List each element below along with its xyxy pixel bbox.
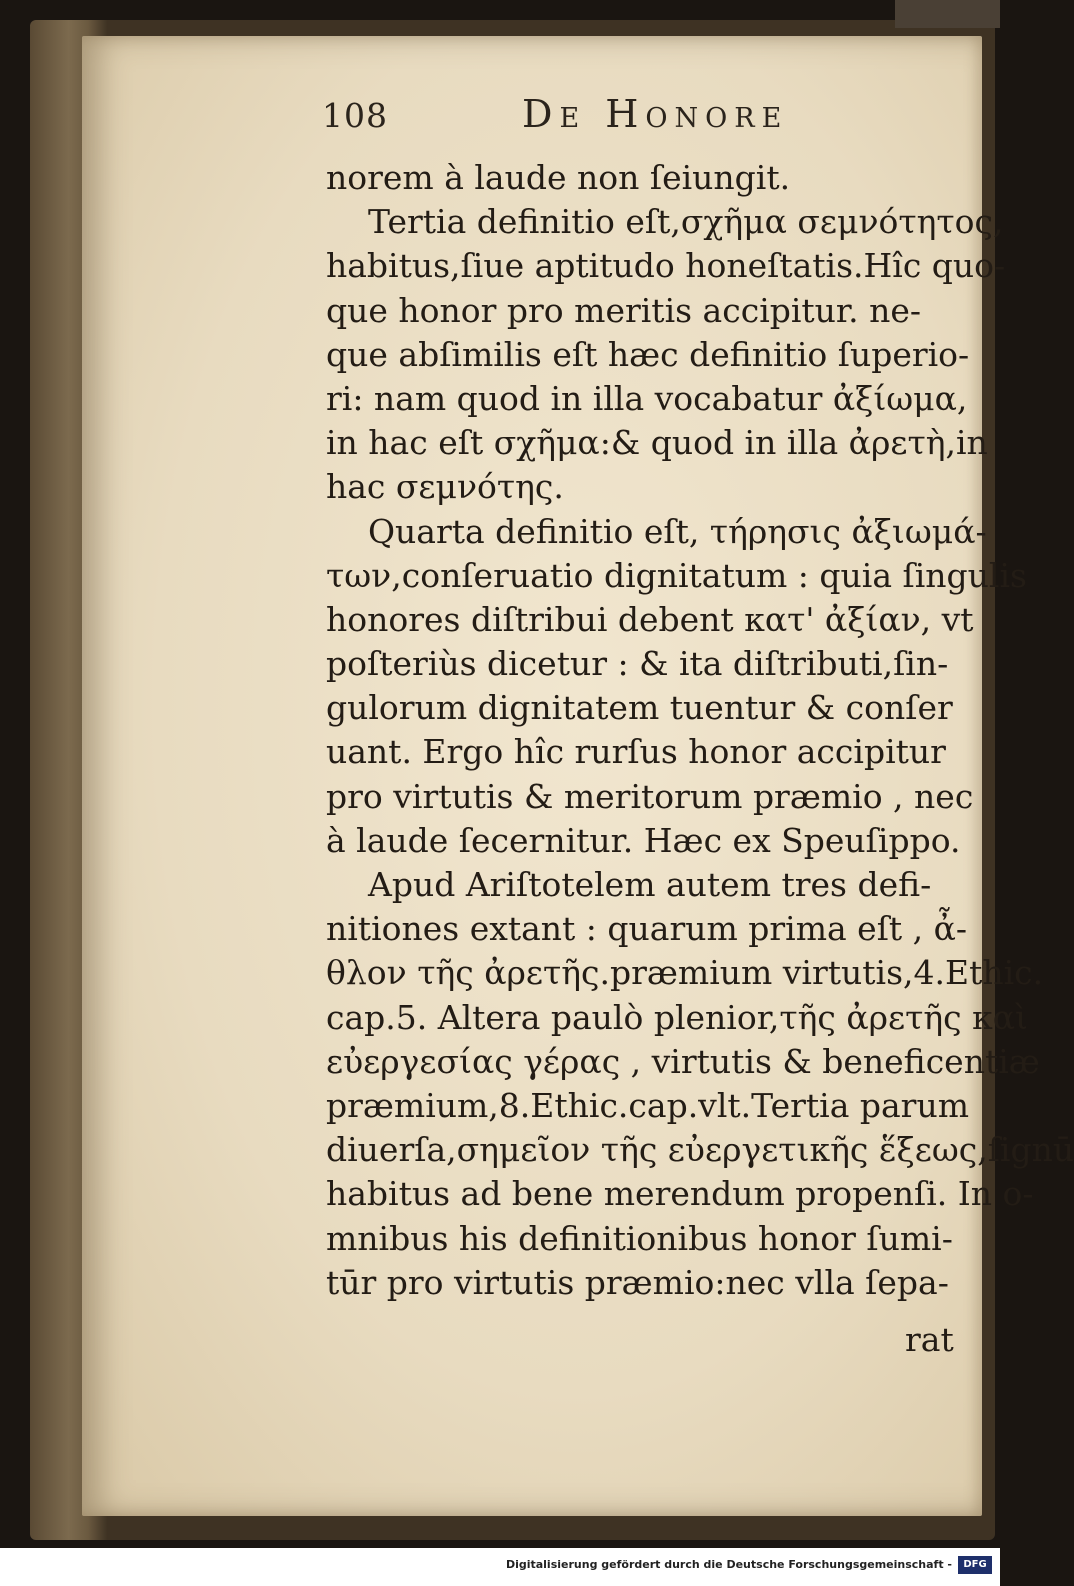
catchword: rat [905, 1320, 954, 1359]
text-line: à laude ſecernitur. Hæc ex Speuſippo. [326, 820, 961, 860]
text-line: poſteriùs dicetur : & ita diſtributi,ſin- [326, 644, 949, 684]
text-block [326, 156, 1074, 1305]
text-line: tūr pro virtutis præmio:nec vlla ſepa- [326, 1262, 949, 1302]
text-line: que honor pro meritis accipitur. ne- [326, 290, 921, 330]
text-line: mnibus his definitionibus honor ſumi- [326, 1218, 953, 1258]
text-line: pro virtutis & meritorum præmio , nec [326, 776, 974, 816]
text-line: των,conſeruatio dignitatum : quia ſingulis [326, 555, 1027, 595]
text-line: Apud Ariſtotelem autem tres defi- [368, 865, 932, 904]
text-line: habitus,ſiue aptitudo honeſtatis.Hîc quo- [326, 246, 1006, 286]
book-tab [895, 0, 1000, 28]
text-line: ri: nam quod in illa vocabatur ἀξίωμα, [326, 378, 968, 418]
text-line: hac σεμνότης. [326, 467, 564, 507]
footer-bar [0, 1548, 1000, 1586]
text-line: Quarta definitio eſt, τήρησις ἀξιωμά- [368, 511, 987, 551]
text-line: εὐεργεσίας γέρας , virtutis & beneficentiæ [326, 1041, 1040, 1081]
text-line: diuerſa,σημεῖον τῆς εὐεργετικῆς ἕξεως,ſignū [326, 1130, 1074, 1170]
dfg-logo-icon: DFG [958, 1556, 992, 1574]
text-line: θλον τῆς ἀρετῆς.præmium virtutis,4.Ethic. [326, 953, 1044, 993]
text-line: uant. Ergo hîc rurſus honor accipitur [326, 732, 946, 772]
text-line: norem à laude non ſeiungit. [326, 158, 791, 197]
text-line: nitiones extant : quarum prima eſt , ἆ- [326, 909, 968, 949]
text-line: Tertia definitio eſt,σχῆμα σεμνότητος, [368, 202, 1004, 242]
text-line: gulorum dignitatem tuentur & conſer [326, 688, 953, 728]
page-number: 108 [322, 96, 388, 135]
text-line: que abſimilis eſt hæc definitio ſuperio- [326, 334, 970, 374]
text-line: præmium,8.Ethic.cap.vlt.Tertia parum [326, 1085, 969, 1125]
text-line: honores diſtribui debent κατ' ἀξίαν, vt [326, 599, 974, 639]
text-line: in hac eſt σχῆμα:& quod in illa ἀρετὴ,in [326, 423, 988, 463]
funding-credit: Digitalisierung gefördert durch die Deutsche Forschungsgemeinschaft - [505, 1558, 952, 1571]
running-head [322, 92, 962, 142]
text-line: habitus ad bene merendum propenſi. In o- [326, 1174, 1034, 1214]
running-title: De Honore [522, 92, 789, 136]
text-line: cap.5. Altera paulò plenior,τῆς ἀρετῆς καὶ [326, 997, 1028, 1037]
